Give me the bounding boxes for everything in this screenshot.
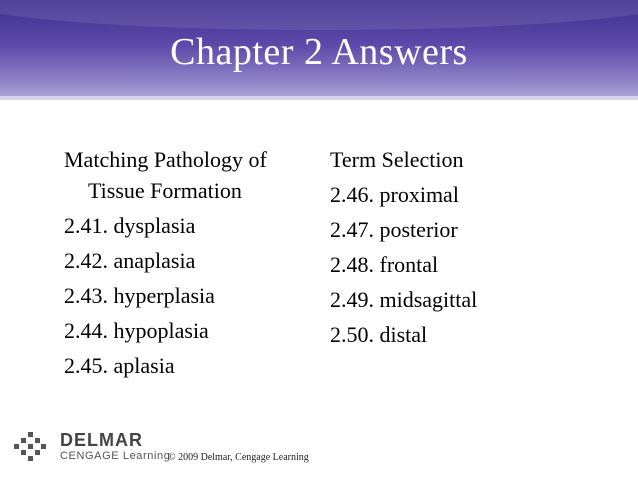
list-item: 2.47. posterior xyxy=(330,217,458,242)
right-heading: Term Selection xyxy=(330,147,464,172)
slide-title: Chapter 2 Answers xyxy=(170,31,468,73)
list-item: 2.45. aplasia xyxy=(64,353,175,378)
list-item: 2.44. hypoplasia xyxy=(64,318,209,343)
logo-cengage-text: CENGAGE Learning xyxy=(60,450,171,462)
logo-delmar-text: DELMAR xyxy=(60,430,143,450)
copyright-text: © 2009 Delmar, Cengage Learning xyxy=(168,452,309,463)
delmar-logo-icon xyxy=(14,432,46,462)
title-bar xyxy=(0,0,638,100)
list-item: 2.42. anaplasia xyxy=(64,248,196,273)
list-item: 2.50. distal xyxy=(330,322,428,347)
right-column xyxy=(330,142,620,352)
list-item: 2.46. proximal xyxy=(330,182,459,207)
list-item: 2.43. hyperplasia xyxy=(64,283,215,308)
left-heading-line-2: Tissue Formation xyxy=(88,178,242,203)
list-item: 2.49. midsagittal xyxy=(330,287,478,312)
left-heading-line-1: Matching Pathology of xyxy=(64,147,267,172)
list-item: 2.41. dysplasia xyxy=(64,213,196,238)
footer xyxy=(14,428,334,468)
left-column xyxy=(64,142,314,383)
list-item: 2.48. frontal xyxy=(330,252,439,277)
